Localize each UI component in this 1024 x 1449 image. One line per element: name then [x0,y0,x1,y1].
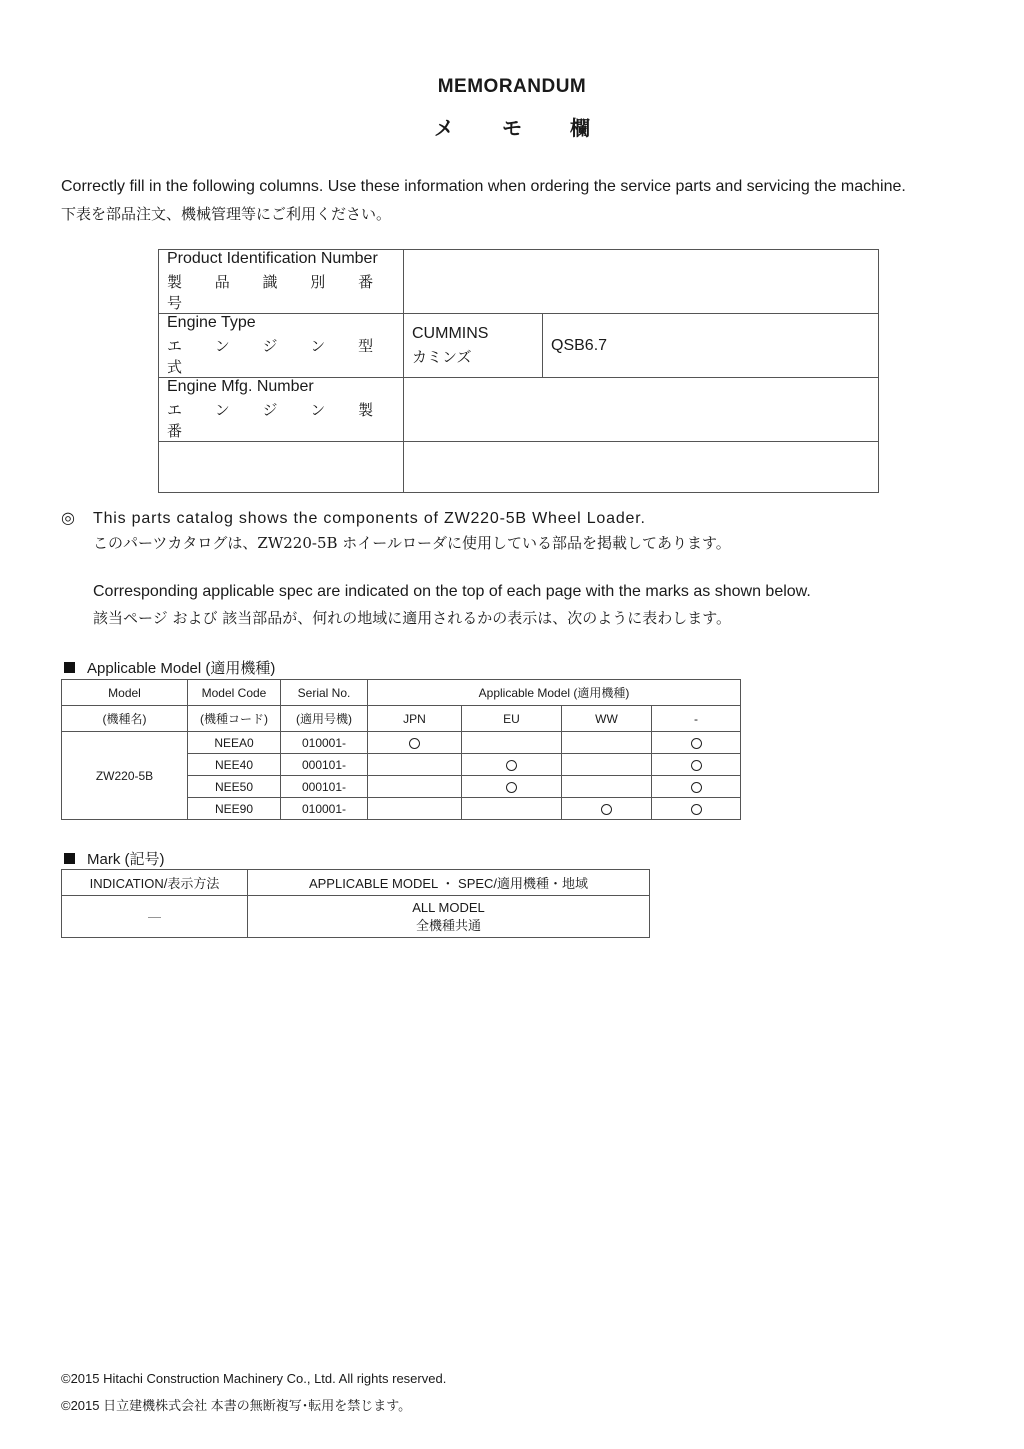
table-row [62,896,650,938]
engine-maker-cell [404,314,543,378]
table-header-row [62,680,741,706]
mark-cell [368,732,462,754]
header-model-code: Model Code [188,680,281,706]
header-region-jpn: JPN [368,706,462,732]
circle-mark-icon [691,738,702,749]
serial-cell: 010001- [281,732,368,754]
circle-mark-icon [691,782,702,793]
title-ja-char: 欄 [570,118,590,140]
serial-cell: 000101- [281,776,368,798]
mark-cell [462,732,562,754]
memo-label-en: Engine Mfg. Number [167,378,314,395]
spec-note-ja: 該当ページ および 該当部品が、何れの地域に適用されるかの表示は、次のように表わします。 [93,609,732,627]
applicable-model-table [61,679,741,820]
engine-maker-ja: カミンズ [412,347,472,366]
memo-label-en: Product Identification Number [167,250,378,267]
model-name-cell: ZW220-5B [62,732,188,820]
mark-cell [652,754,741,776]
catalog-note-en [61,508,646,528]
header-region-other: - [652,706,741,732]
mark-cell [368,754,462,776]
mark-cell [652,798,741,820]
mark-cell [368,776,462,798]
memo-label-cell[interactable] [159,442,404,493]
mark-cell [462,798,562,820]
header-applicable-spec: APPLICABLE MODEL ・ SPEC/適用機種・地域 [248,870,650,896]
circle-mark-icon [506,782,517,793]
header-model: Model [62,680,188,706]
mark-cell [462,776,562,798]
header-region-ww: WW [562,706,652,732]
model-code-cell: NEE90 [188,798,281,820]
header-applicable-model: Applicable Model (適用機種) [368,680,741,706]
header-serial: Serial No. [281,680,368,706]
table-row [62,732,741,754]
memo-value-field[interactable] [404,250,879,314]
intro-text-ja: 下表を部品注文、機械管理等にご利用ください。 [61,205,392,223]
applicable-cell [248,896,650,938]
memo-label-ja: 製 品 識 別 番 号 [167,273,388,312]
mark-cell [562,798,652,820]
title-ja-char: モ [502,118,522,140]
mark-cell [562,732,652,754]
title-ja-char: メ [434,118,454,140]
header-model-code-ja: (機種コード) [188,706,281,732]
header-model-ja: (機種名) [62,706,188,732]
mark-cell [368,798,462,820]
mark-table [61,869,650,938]
applicable-en: ALL MODEL [412,899,485,915]
applicable-ja: 全機種共通 [415,917,481,933]
memo-row-engine-type [159,314,879,378]
section-title-text: Mark (記号) [87,851,165,868]
mark-cell [652,776,741,798]
catalog-note-text: This parts catalog shows the components of ZW220-5B Wheel Loader. [93,510,646,527]
circle-mark-icon [601,804,612,815]
copyright-ja: ©2015 日立建機株式会社 本書の無断複写･転用を禁じます。 [61,1398,412,1413]
memo-label-ja: エ ン ジ ン 型 式 [167,337,388,376]
header-region-eu: EU [462,706,562,732]
engine-maker-en: CUMMINS [412,324,489,342]
memo-label-ja: エ ン ジ ン 製 番 [167,401,388,440]
memo-row-pin [159,250,879,314]
memo-label-cell [159,378,404,442]
model-code-cell: NEE40 [188,754,281,776]
section-title-mark [61,848,165,869]
memo-label-en: Engine Type [167,314,256,331]
memo-row-blank [159,442,879,493]
circle-mark-icon [691,804,702,815]
copyright-en: ©2015 Hitachi Construction Machinery Co., Ltd. All rights reserved. [61,1371,447,1386]
memo-value-field[interactable] [404,442,879,493]
table-header-row [62,870,650,896]
memo-label-cell [159,314,404,378]
section-title-applicable-model [61,657,275,678]
square-bullet-icon [64,662,75,673]
page-title: MEMORANDUM [437,76,587,97]
intro-text-en: Correctly fill in the following columns. Use these information when ordering the service parts and servicing the machine. [61,178,906,195]
circle-mark-icon [691,760,702,771]
indication-dash: — [62,896,248,938]
memo-row-engine-mfg [159,378,879,442]
table-header-row [62,706,741,732]
model-code-cell: NEEA0 [188,732,281,754]
circle-mark-icon [506,760,517,771]
mark-cell [652,732,741,754]
memo-value-field[interactable] [404,378,879,442]
mark-cell [562,754,652,776]
header-serial-ja: (適用号機) [281,706,368,732]
page-title-ja [0,112,1024,141]
mark-cell [462,754,562,776]
engine-type-value[interactable]: QSB6.7 [543,314,879,378]
section-title-text: Applicable Model (適用機種) [87,660,276,677]
serial-cell: 000101- [281,754,368,776]
serial-cell: 010001- [281,798,368,820]
mark-cell [562,776,652,798]
square-bullet-icon [64,853,75,864]
double-circle-icon: ◎ [61,510,76,527]
memo-label-cell [159,250,404,314]
catalog-note-ja: このパーツカタログは、ZW220-5B ホイールローダに使用している部品を掲載してあります。 [93,534,731,552]
circle-mark-icon [409,738,420,749]
model-code-cell: NEE50 [188,776,281,798]
memo-table [158,249,879,493]
header-indication: INDICATION/表示方法 [62,870,248,896]
spec-note-en: Corresponding applicable spec are indicated on the top of each page with the marks as shown below. [93,583,811,600]
